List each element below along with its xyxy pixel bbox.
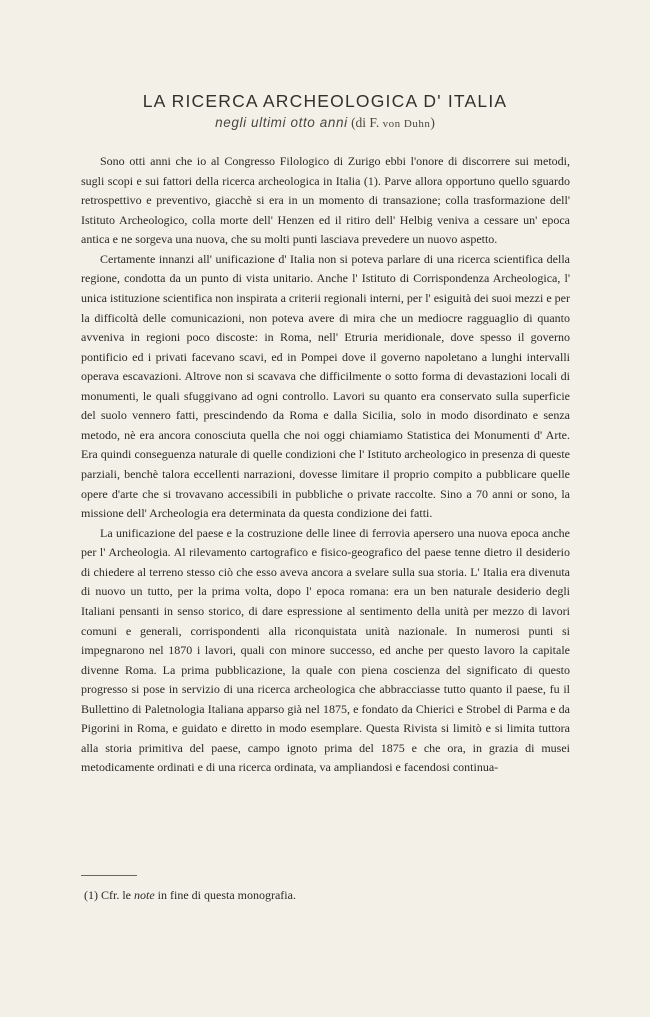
subtitle-close: ) xyxy=(430,115,435,130)
footnote-marker: (1) Cfr. le xyxy=(84,888,134,902)
footnote-divider xyxy=(81,875,137,876)
subtitle-italic: negli ultimi otto anni xyxy=(215,115,348,130)
body-text xyxy=(81,152,570,778)
article-title: LA RICERCA ARCHEOLOGICA D' ITALIA xyxy=(142,91,508,111)
footnote-rest: in fine di questa monografia. xyxy=(154,888,296,902)
article-subtitle xyxy=(0,115,650,131)
paragraph-1: Sono otti anni che io al Congresso Filologico di Zurigo ebbi l'onore di discorrere sui metodi, sugli scopi e sui fattori della ricerca archeologica in Italia (1). Parve allora opportuno quello sguardo retrospettivo e preventivo, giacchè si era in un momento di transazione; colla trasformazione dell' Istituto Archeologico, colla morte dell' Henzen ed il ritiro dell' Helbig veniva a cessare un' epoca antica e ne sorgeva una nuova, che su molti punti lasciava prevedere un nuovo aspetto. xyxy=(81,154,570,247)
footnote xyxy=(84,888,296,903)
subtitle-open: (di F. xyxy=(351,115,383,130)
footnote-italic: note xyxy=(134,888,155,902)
paragraph-3: La unificazione del paese e la costruzione delle linee di ferrovia apersero una nuova epoca anche per l' Archeologia. Al rilevamento cartografico e fisico-geografico del paese tenne dietro il desiderio di chiedere al terreno stesso ciò che esso aveva ancora a svelare sulla sua storia. L' Italia era divenuta di nuovo un tutto, per la prima volta, dopo l' epoca romana: era un ben naturale desiderio degli Italiani pensanti in senso storico, di dare espressione al sentimento della unità per mezzo di lavori comuni e generali, corrispondenti alla riconquistata unità nazionale. In numerosi punti si impegnarono nel 1870 i lavori, quali con minore successo, ed anche per questo lavoro la capitale divenne Roma. La prima pubblicazione, la quale con piena coscienza del significato di questo progresso si pose in servizio di una ricerca archeologica che abbracciasse tutto quanto il paese, fu il Bullettino di Paletnologia Italiana apparso già nel 1875, e fondato da Chierici e Strobel di Parma e da Pigorini in Roma, e guidato e diretto in modo esemplare. Questa Rivista si limitò e si limita tuttora alla storia primitiva del paese, campo ignoto prima del 1875 e che ora, in grazia di musei metodicamente ordinati e di una ricerca ordinata, va ampliandosi e facendosi continua- xyxy=(81,525,570,775)
author-name: von Duhn xyxy=(382,118,431,130)
paragraph-2: Certamente innanzi all' unificazione d' Italia non si poteva parlare di una ricerca scientifica della regione, condotta da un punto di vista unitario. Anche l' Istituto di Corrispondenza Archeologica, l' unica istituzione scientifica non inspirata a criterii regionali interni, per l' esiguità dei suoi mezzi e per la difficoltà delle comunicazioni, non poteva avere di mira che un mediocre ragguaglio di quanto avveniva in regioni poco discoste: in Roma, nell' Etruria meridionale, dove spesso il governo pontificio ed i privati facevano scavi, ed in Pompei dove il governo napoletano a lunghi intervalli operava escavazioni. Altrove non si scavava che difficilmente o sotto forma di devastazioni locali di monumenti, le quali sfuggivano ad ogni controllo. Lavori su quanto era conservato sulla superficie del suolo vennero fatti, prescindendo da Roma e dalla Sicilia, solo in modo disordinato e senza metodo, nè era ancora conosciuta quella che noi oggi chiamiamo Statistica dei Monumenti d' Arte. Era quindi conseguenza naturale di quelle condizioni che l' Istituto archeologico in presenza di queste parziali, benchè talora eccellenti narrazioni, dovesse limitare il proprio compito a pubblicare quelle opere d'arte che si trovavano accessibili in pubbliche o private raccolte. Sino a 70 anni or sono, la missione dell' Archeologia era determinata da questa condizione dei fatti. xyxy=(81,251,570,521)
